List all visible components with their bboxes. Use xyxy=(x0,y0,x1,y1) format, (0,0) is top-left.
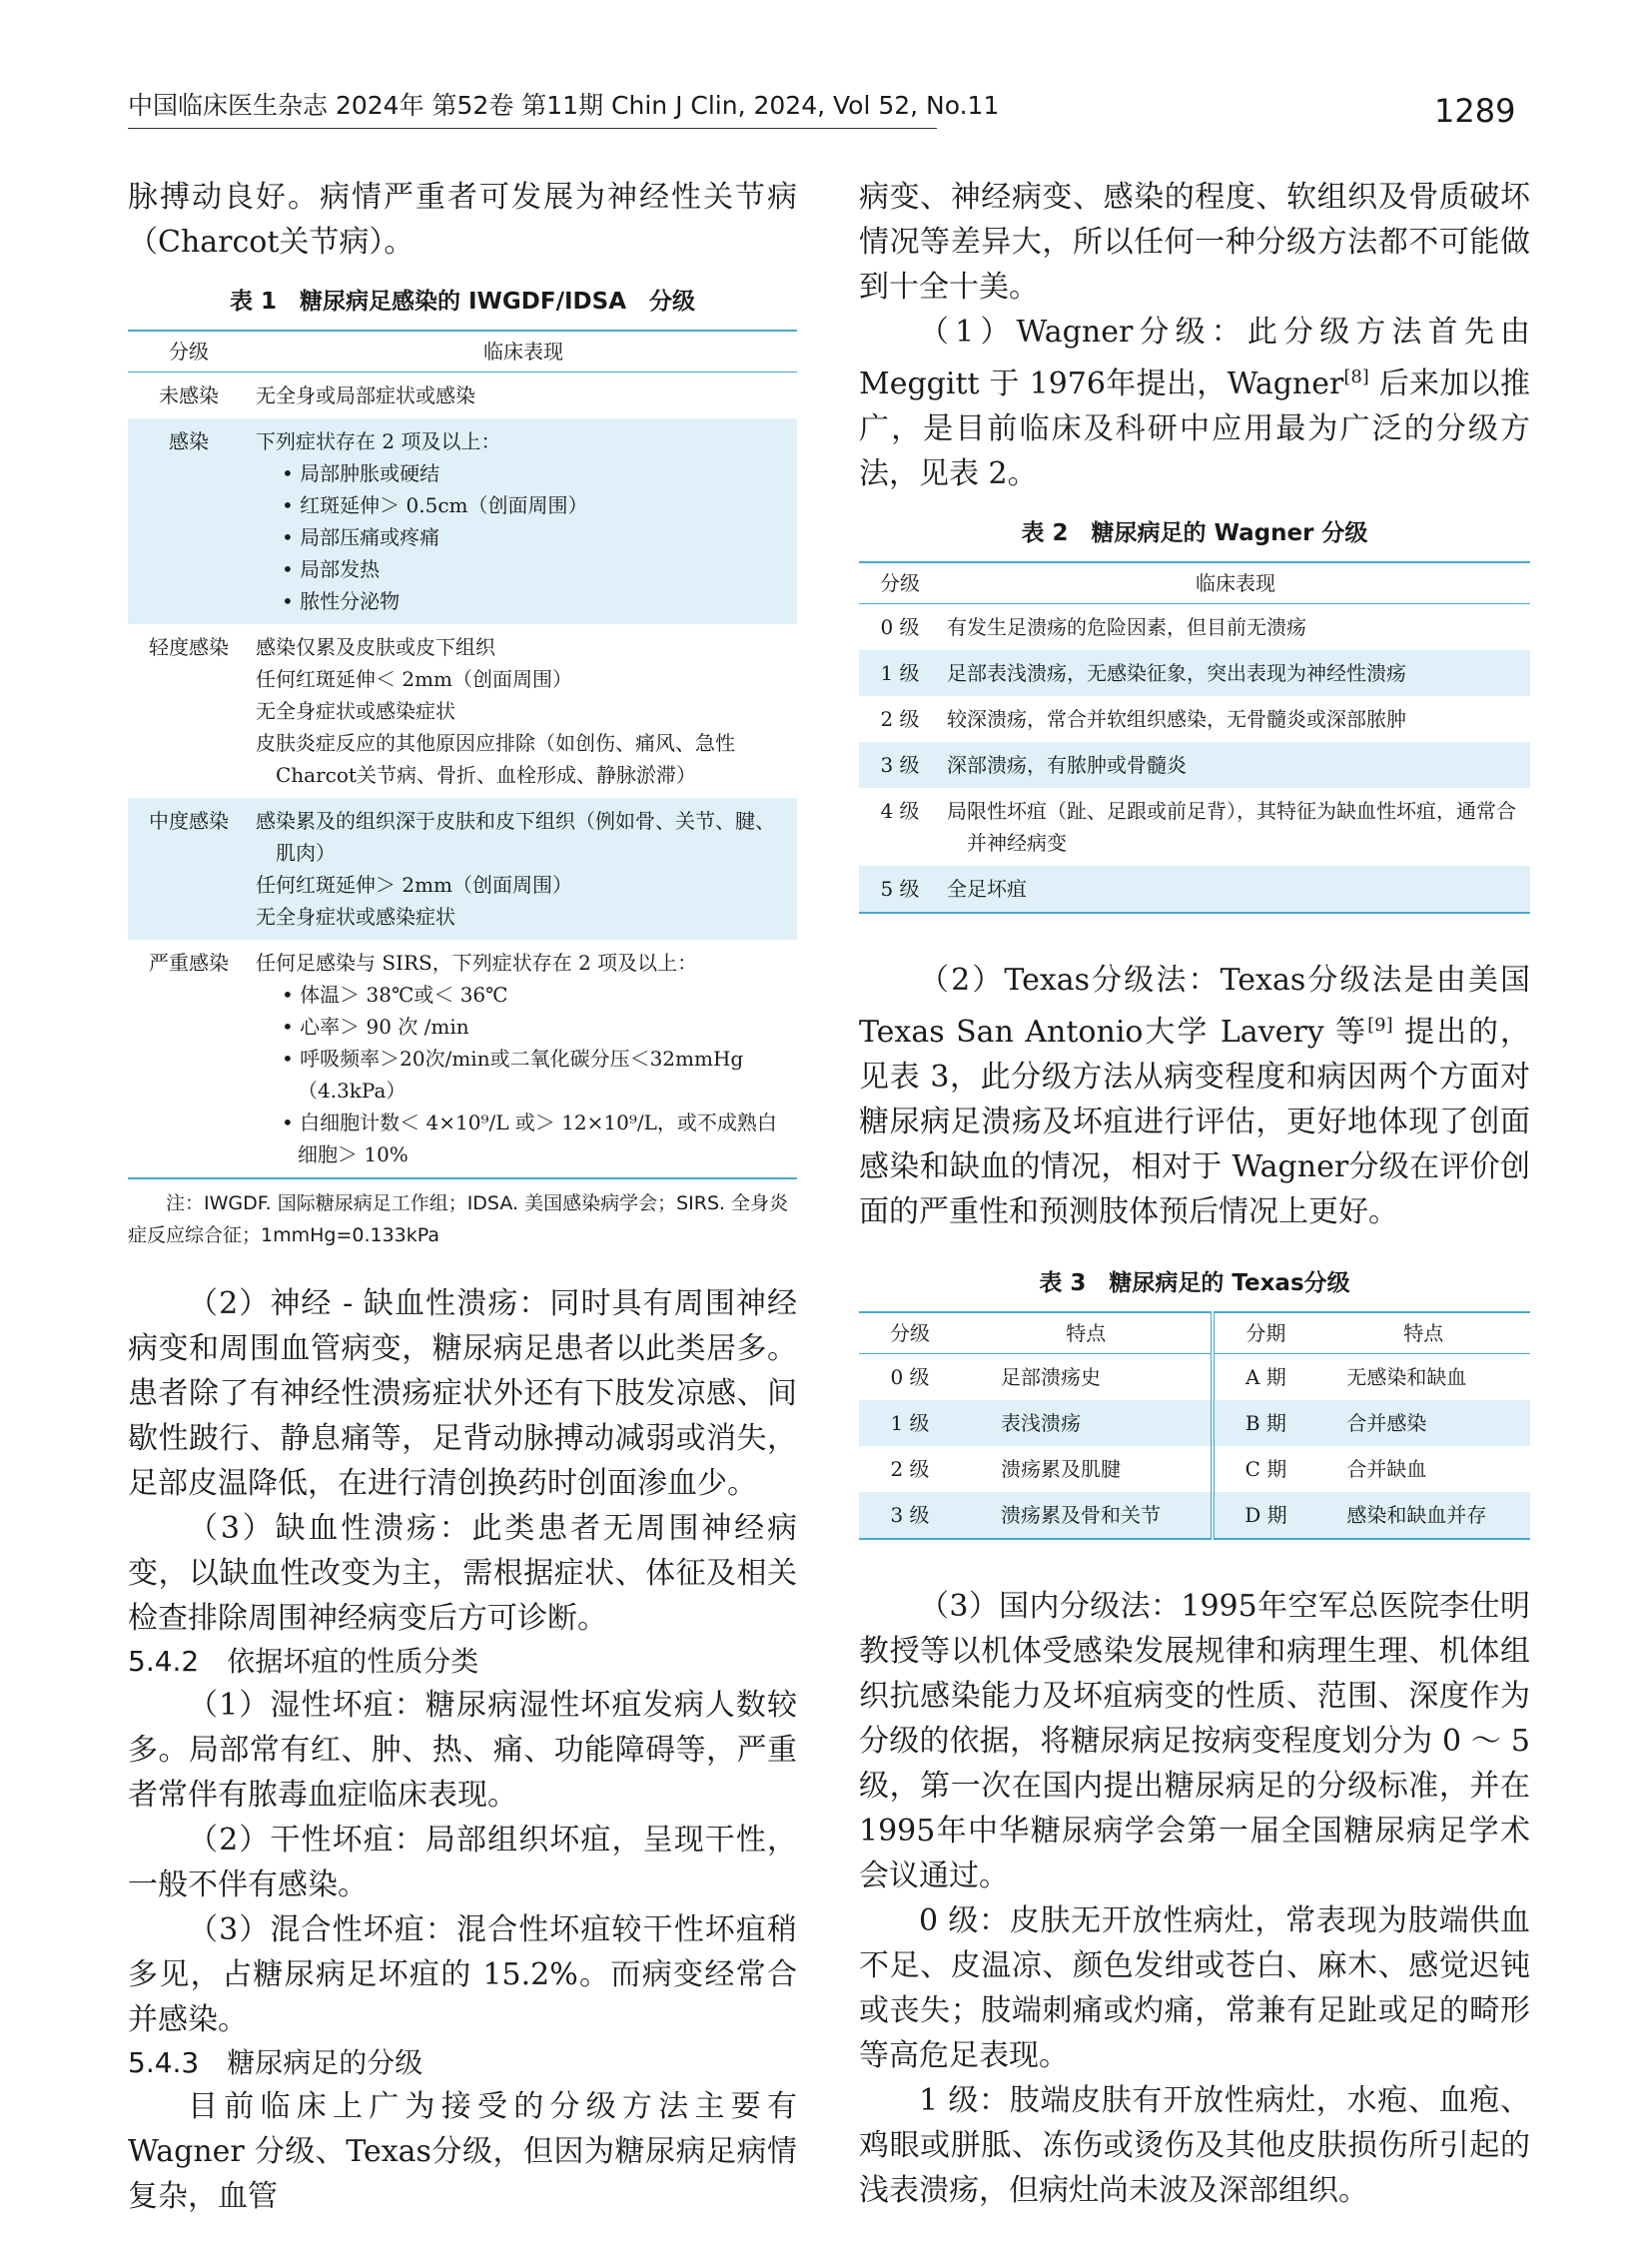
paragraph-grade-1: 1 级：肢端皮肤有开放性病灶，水疱、血疱、鸡眼或胼胝、冻伤或烫伤及其他皮肤损伤所引起的浅表溃疡，但病灶尚未波及深部组织。 xyxy=(859,2083,1530,2208)
table1-clinical xyxy=(250,624,797,798)
table3-feature: 溃疡累及骨和关节 xyxy=(961,1492,1213,1539)
table1-clinical xyxy=(250,940,797,1178)
table1-bullet: • 红斑延伸＞ 0.5cm（创面周围） xyxy=(276,489,791,521)
paragraph-grade-0: 0 级：皮肤无开放性病灶，常表现为肢端供血不足、皮温凉、颜色发绀或苍白、麻木、感觉迟钝或丧失；肢端刺痛或灼痛，常兼有足趾或足的畸形等高危足表现。 xyxy=(859,1903,1530,2073)
table1-line: 任何红斑延伸＞ 2mm（创面周围） xyxy=(256,873,573,897)
table1-header-clinical: 临床表现 xyxy=(250,331,797,373)
texas-text-a: （2）Texas分级法：Texas分级法是由美国 Texas San Antonio大学 Lavery 等 xyxy=(859,963,1530,1050)
table2-grade: 3 级 xyxy=(859,742,941,788)
table3 xyxy=(859,1311,1530,1540)
table-row xyxy=(128,624,797,798)
table1-line: 无全身症状或感染症状 xyxy=(256,905,455,929)
table2-clinical: 深部溃疡，有脓肿或骨髓炎 xyxy=(941,742,1530,788)
table-row xyxy=(859,1354,1530,1401)
wagner-text-b: 后来加以推广，是目前临床及科研中应用最为广泛的分级方法，见表 2。 xyxy=(859,367,1530,491)
table3-feature: 溃疡累及肌腱 xyxy=(1001,1457,1121,1481)
citation-8: [8] xyxy=(1343,367,1369,387)
table2-grade: 1 级 xyxy=(859,650,941,696)
table1-bullet: • 局部压痛或疼痛 xyxy=(276,521,791,553)
table3-stage-feature: 感染和缺血并存 xyxy=(1316,1492,1530,1539)
table3-grade: 3 级 xyxy=(859,1492,961,1539)
table-row xyxy=(859,650,1530,696)
paragraph-continuation: 病变、神经病变、感染的程度、软组织及骨质破坏情况等差异大，所以任何一种分级方法都不可能做到十全十美。 xyxy=(859,180,1530,305)
left-column xyxy=(128,175,797,2219)
table1-line: 无全身或局部症状或感染 xyxy=(256,383,475,407)
table1-grade: 感染 xyxy=(128,418,250,624)
table1-header-grade: 分级 xyxy=(128,331,250,373)
table1-line: 下列症状存在 2 项及以上： xyxy=(256,429,501,453)
table3-header-feature: 特点 xyxy=(961,1312,1213,1354)
table1-line: 皮肤炎症反应的其他原因应排除（如创伤、痛风、急性Charcot关节病、骨折、血栓形成、静脉淤滞） xyxy=(256,731,735,787)
table1-bullet: • 体温＞ 38℃或＜ 36℃ xyxy=(276,979,791,1011)
table3-stage-feature: 合并缺血 xyxy=(1346,1457,1427,1481)
table3-grade: 2 级 xyxy=(890,1457,930,1481)
table-row xyxy=(128,418,797,624)
table2-clinical: 有发生足溃疡的危险因素，但目前无溃疡 xyxy=(947,615,1306,639)
table2-header-clinical: 临床表现 xyxy=(941,562,1530,604)
table3-stage: B 期 xyxy=(1213,1400,1316,1446)
paragraph-texas xyxy=(859,958,1530,1234)
table3-caption: 表 3 糖尿病足的 Texas分级 xyxy=(1039,1270,1350,1296)
table2-clinical: 全足坏疽 xyxy=(941,866,1530,913)
table3-stage: D 期 xyxy=(1213,1492,1316,1539)
table3-stage: C 期 xyxy=(1213,1446,1316,1492)
table1 xyxy=(128,330,797,1179)
table3-stage: A 期 xyxy=(1213,1354,1316,1401)
table3-feature: 表浅溃疡 xyxy=(961,1400,1213,1446)
table1-grade: 轻度感染 xyxy=(149,635,229,659)
table2-grade: 0 级 xyxy=(880,615,920,639)
table3-feature: 足部溃疡史 xyxy=(1001,1365,1101,1389)
table1-line: 任何足感染与 SIRS，下列症状存在 2 项及以上： xyxy=(256,951,698,975)
paragraph-dry-gangrene: （2）干性坏疽：局部组织坏疽，呈现干性，一般不伴有感染。 xyxy=(128,1823,797,1902)
table2-line: 局限性坏疽（趾、足跟或前足背），其特征为缺血性坏疽，通常合并神经病变 xyxy=(947,799,1516,855)
table2-caption: 表 2 糖尿病足的 Wagner 分级 xyxy=(1021,520,1368,546)
table1-bullet: • 呼吸频率＞20次/min或二氧化碳分压＜32mmHg（4.3kPa） xyxy=(276,1043,791,1107)
table2-grade: 5 级 xyxy=(859,866,941,913)
table1-line: 任何红斑延伸＜ 2mm（创面周围） xyxy=(256,667,573,691)
table-row xyxy=(859,866,1530,913)
table1-grade: 未感染 xyxy=(159,383,219,407)
table2-header-row xyxy=(859,562,1530,604)
table1-line: 感染仅累及皮肤或皮下组织 xyxy=(256,635,495,659)
table1-caption: 表 1 糖尿病足感染的 IWGDF/IDSA 分级 xyxy=(229,289,696,315)
paragraph-wet-gangrene: （1）湿性坏疽：糖尿病湿性坏疽发病人数较多。局部常有红、肿、热、痛、功能障碍等，严重者常伴有脓毒血症临床表现。 xyxy=(128,1688,797,1813)
table-row xyxy=(859,604,1530,651)
table1-line: 感染累及的组织深于皮肤和皮下组织（例如骨、关节、腱、肌肉） xyxy=(256,809,775,865)
table-row xyxy=(128,373,797,419)
table-row xyxy=(859,1492,1530,1539)
table1-bullet: • 心率＞ 90 次 /min xyxy=(276,1011,791,1043)
texas-text-b: 提出的，见表 3，此分级方法从病变程度和病因两个方面对糖尿病足溃疡及坏疽进行评估，更好地体现了创面感染和缺血的情况，相对于 Wagner分级在评价创面的严重性和预测肢体预后情况上更好。 xyxy=(859,1015,1530,1229)
right-column xyxy=(859,175,1530,2213)
paragraph-intro: 脉搏动良好。病情严重者可发展为神经性关节病（Charcot关节病）。 xyxy=(128,180,797,260)
wagner-text-a: （1）Wagner分级：此分级方法首先由 Meggitt 于 1976年提出，Wagner xyxy=(859,315,1530,401)
table-row xyxy=(128,798,797,940)
running-header: 中国临床医生杂志 2024年 第52卷 第11期 Chin J Clin, 2024, Vol 52, No.11 xyxy=(128,86,937,129)
table-row xyxy=(859,1400,1530,1446)
table1-grade: 严重感染 xyxy=(128,940,250,1178)
table-row xyxy=(859,1446,1530,1492)
table3-grade: 1 级 xyxy=(859,1400,961,1446)
table1-bullet: • 局部发热 xyxy=(276,553,791,585)
paragraph-current-grading: 目前临床上广为接受的分级方法主要有 Wagner 分级、Texas分级，但因为糖尿病足病情复杂，血管 xyxy=(128,2089,797,2214)
table3-header-row xyxy=(859,1312,1530,1354)
table2-clinical: 足部表浅溃疡，无感染征象，突出表现为神经性溃疡 xyxy=(941,650,1530,696)
table1-line: 无全身症状或感染症状 xyxy=(256,699,455,723)
page-number: 1289 xyxy=(1434,92,1516,130)
table-row xyxy=(859,788,1530,866)
table3-header-stage-feature: 特点 xyxy=(1316,1312,1530,1354)
table2-grade: 4 级 xyxy=(880,799,920,823)
table2-clinical xyxy=(941,788,1530,866)
table-row xyxy=(859,742,1530,788)
table2-header-grade: 分级 xyxy=(859,562,941,604)
table1-bullet: • 局部肿胀或硬结 xyxy=(276,457,791,489)
table3-header-stage: 分期 xyxy=(1213,1312,1316,1354)
table2-clinical: 较深溃疡，常合并软组织感染，无骨髓炎或深部脓肿 xyxy=(947,707,1406,731)
table3-header-grade: 分级 xyxy=(859,1312,961,1354)
table3-stage-feature: 合并感染 xyxy=(1316,1400,1530,1446)
table1-header-row xyxy=(128,331,797,373)
table3-grade: 0 级 xyxy=(890,1365,930,1389)
section-heading-5-4-2: 5.4.2 依据坏疽的性质分类 xyxy=(128,1645,479,1678)
table1-clinical xyxy=(250,418,797,624)
table1-bullet: • 脓性分泌物 xyxy=(276,585,791,617)
table-row xyxy=(859,696,1530,742)
table1-clinical xyxy=(250,373,797,419)
table2 xyxy=(859,561,1530,914)
paragraph-neuro-ischemic: （2）神经 - 缺血性溃疡：同时具有周围神经病变和周围血管病变，糖尿病足患者以此类居多。患者除了有神经性溃疡症状外还有下肢发凉感、间歇性跛行、静息痛等，足背动脉搏动减弱或消失，足部皮温降低，在进行清创换药时创面渗血少。 xyxy=(128,1286,797,1501)
table-row xyxy=(128,940,797,1178)
table3-stage-feature: 无感染和缺血 xyxy=(1346,1365,1467,1389)
paragraph-mixed-gangrene: （3）混合性坏疽：混合性坏疽较干性坏疽稍多见，占糖尿病足坏疽的 15.2%。而病变经常合并感染。 xyxy=(128,1912,797,2037)
section-heading-5-4-3: 5.4.3 糖尿病足的分级 xyxy=(128,2046,423,2079)
paragraph-ischemic: （3）缺血性溃疡：此类患者无周围神经病变，以缺血性改变为主，需根据症状、体征及相关检查排除周围神经病变后方可诊断。 xyxy=(128,1511,797,1636)
citation-9: [9] xyxy=(1367,1015,1393,1036)
paragraph-domestic-grading: （3）国内分级法：1995年空军总医院李仕明教授等以机体受感染发展规律和病理生理、机体组织抗感染能力及坏疽病变的性质、范围、深度作为分级的依据，将糖尿病足按病变程度划分为 0 ～ 5 级，第一次在国内提出糖尿病足的分级标准，并在 1995年中华糖尿病学会第一届全国糖尿病足学术会议通过。 xyxy=(859,1589,1530,1893)
table1-bullet: • 白细胞计数＜ 4×10⁹/L 或＞ 12×10⁹/L，或不成熟白细胞＞ 10% xyxy=(276,1107,791,1170)
table1-grade: 中度感染 xyxy=(128,798,250,940)
paragraph-wagner xyxy=(859,310,1530,496)
table2-grade: 2 级 xyxy=(880,707,920,731)
table1-clinical xyxy=(250,798,797,940)
table1-note: 注：IWGDF. 国际糖尿病足工作组；IDSA. 美国感染病学会；SIRS. 全身炎症反应综合征；1mmHg=0.133kPa xyxy=(128,1192,789,1246)
